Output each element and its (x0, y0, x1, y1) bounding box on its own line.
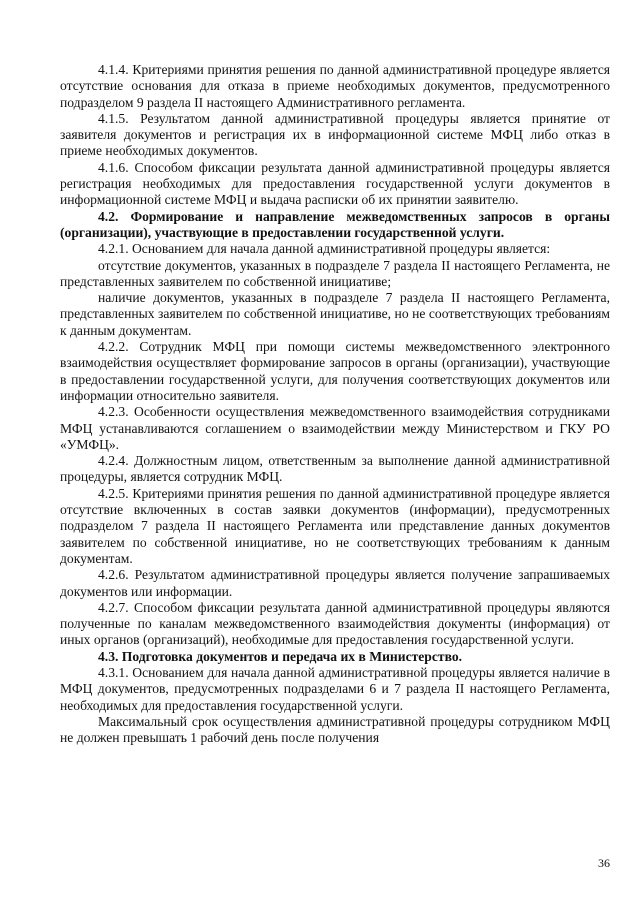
paragraph-4-1-5: 4.1.5. Результатом данной административной процедуры является принятие от заявителя документов и регистрация их в информационной системе МФЦ либо отказ в приеме необходимых документов. (60, 110, 610, 159)
section-heading-4-3: 4.3. Подготовка документов и передача их в Министерство. (98, 648, 463, 664)
paragraph-4-2-1-item-b: наличие документов, указанных в подразделе 7 раздела II настоящего Регламента, представленных заявителем по собственной инициативе, но не соответствующих требованиям к данным документам. (60, 290, 610, 338)
paragraph-4-3-1: 4.3.1. Основанием для начала данной административной процедуры является наличие в МФЦ документов, предусмотренных подразделами 6 и 7 раздела II настоящего Регламента, необходимых для предоставления государственной услуги. (60, 664, 610, 713)
paragraph-4-1-6: 4.1.6. Способом фиксации результата данной административной процедуры является регистрация необходимых для предоставления государственной услуги документов в информационной системе МФЦ и выдача расписки об их принятии заявителю. (60, 159, 610, 208)
paragraph-4-2-1: 4.2.1. Основанием для начала данной административной процедуры является: (98, 241, 551, 257)
paragraph-4-2-4: 4.2.4. Должностным лицом, ответственным за выполнение данной административной процедуры, является сотрудник МФЦ. (60, 453, 610, 485)
section-heading-4-2: 4.2. Формирование и направление межведомственных запросов в органы (организации), участвующие в предоставлении государственной услуги. (60, 208, 610, 240)
paragraph-4-1-4: 4.1.4. Критериями принятия решения по данной административной процедуре является отсутствие основания для отказа в приеме необходимых документов, предусмотренного подразделом 9 раздела II настоящего Административного регламента. (60, 62, 610, 110)
paragraph-4-2-7: 4.2.7. Способом фиксации результата данной административной процедуры являются полученные по каналам межведомственного взаимодействия документы (информация) от иных органов (организаций), необходимые для предоставления государственной услуги. (60, 599, 610, 648)
page-number: 36 (598, 856, 610, 870)
paragraph-4-2-1-item-a: отсутствие документов, указанных в подразделе 7 раздела II настоящего Регламента, не представленных заявителем по собственной инициативе; (60, 257, 610, 289)
paragraph-4-2-2: 4.2.2. Сотрудник МФЦ при помощи системы межведомственного электронного взаимодействия осуществляет формирование запросов в органы (организации), участвующие в предоставлении государственной услуги, для получения соответствующих документов или информации относительно заявителя. (60, 339, 610, 403)
paragraph-4-2-6: 4.2.6. Результатом административной процедуры является получение запрашиваемых документов или информации. (60, 567, 610, 599)
paragraph-4-2-5: 4.2.5. Критериями принятия решения по данной административной процедуре является отсутствие включенных в состав заявки документов (информации), предусмотренных подразделом 7 раздела II настоящего Регламента или представление данных документов заявителем по собственной инициативе, но не соответствующих требованиям к данным документам. (60, 485, 610, 566)
paragraph-4-3-1-max-term: Максимальный срок осуществления административной процедуры сотрудником МФЦ не должен превышать 1 рабочий день после получения (60, 713, 610, 746)
paragraph-4-2-3: 4.2.3. Особенности осуществления межведомственного взаимодействия сотрудниками МФЦ устанавливаются соглашением о взаимодействии между Министерством и ГКУ РО «УМФЦ». (60, 404, 610, 452)
document-page (60, 62, 610, 746)
